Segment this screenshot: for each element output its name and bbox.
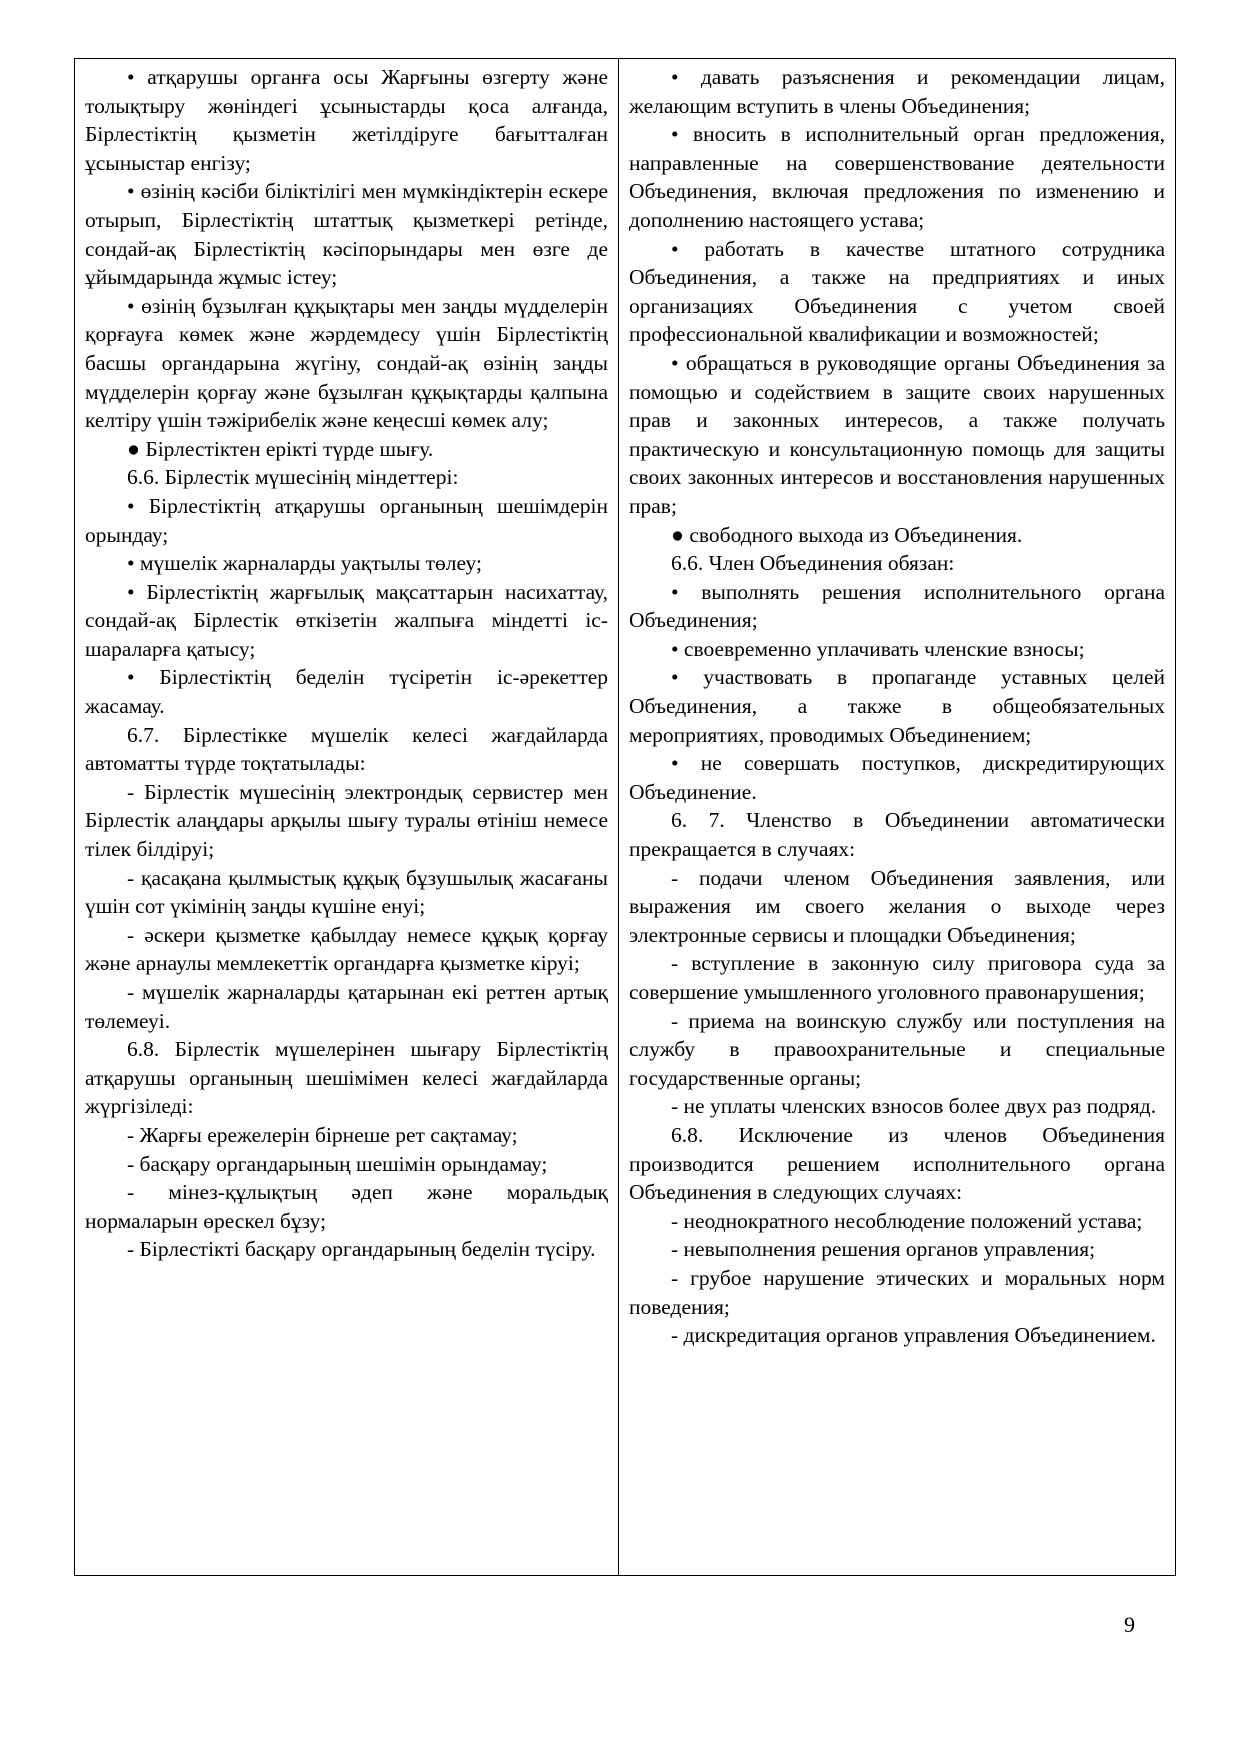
ru-paragraph: - грубое нарушение этических и моральных норм поведения; xyxy=(629,1265,1165,1319)
kz-paragraph: - мүшелік жарналарды қатарынан екі реттен артық төлемеуі. xyxy=(85,980,608,1033)
russian-column xyxy=(619,59,1175,1575)
ru-paragraph: 6.8. Исключение из членов Объединения производится решением исполнительного органа Объединения в следующих случаях: xyxy=(629,1122,1165,1205)
kz-paragraph: • Бірлестіктің беделін түсіретін іс-әрекеттер жасамау. xyxy=(85,665,608,719)
kz-paragraph: 6.6. Бірлестік мүшесінің міндеттері: xyxy=(127,465,459,490)
kz-paragraph: - Бірлестік мүшесінің электрондық сервистер мен Бірлестік алаңдары арқылы шығу туралы өтініш немесе тілек білдіруі; xyxy=(85,779,608,862)
ru-paragraph: • выполнять решения исполнительного органа Объединения; xyxy=(629,579,1165,633)
ru-paragraph: - не уплаты членских взносов более двух раз подряд. xyxy=(671,1094,1157,1119)
kz-paragraph: • Бірлестіктің атқарушы органының шешімдерін орындау; xyxy=(85,493,608,547)
kazakh-column xyxy=(75,59,619,1575)
ru-paragraph: 6.6. Член Объединения обязан: xyxy=(671,551,955,576)
kz-paragraph: - қасақана қылмыстық құқық бұзушылық жасағаны үшін сот үкімінің заңды күшіне енуі; xyxy=(85,865,608,919)
kz-paragraph: - Бірлестікті басқару органдарының беделін түсіру. xyxy=(127,1237,596,1262)
ru-paragraph: - подачи членом Объединения заявления, или выражения им своего желания о выходе через электронные сервисы и площадки Объединения; xyxy=(629,865,1165,947)
ru-paragraph: • давать разъяснения и рекомендации лицам, желающим вступить в члены Объединения; xyxy=(629,65,1165,118)
kz-paragraph: ● Бірлестіктен ерікті түрде шығу. xyxy=(127,436,434,461)
ru-paragraph: 6. 7. Членство в Объединении автоматически прекращается в случаях: xyxy=(629,808,1165,862)
kz-paragraph: - Жарғы ережелерін бірнеше рет сақтамау; xyxy=(127,1122,518,1147)
kz-paragraph: • өзінің бұзылған құқықтары мен заңды мүдделерін қорғауға көмек және жәрдемдесу үшін Бірлестіктің басшы органдарына жүгіну, сондай-ақ өзінің заңды мүдделерін қорғау және бұзылған құқықтарды қалпына келтіру үшін тәжірибелік және кеңесші көмек алу; xyxy=(85,293,608,433)
ru-paragraph: • не совершать поступков, дискредитирующих Объединение. xyxy=(629,751,1165,804)
ru-paragraph: - приема на воинскую службу или поступления на службу в правоохранительные и специальные государственные органы; xyxy=(629,1008,1165,1090)
ru-paragraph: ● свободного выхода из Объединения. xyxy=(671,522,1023,547)
kz-paragraph: • атқарушы органға осы Жарғыны өзгерту және толықтыру жөніндегі ұсыныстарды қоса алғанда, Бірлестіктің қызметін жетілдіруге бағытталған ұсыныстар енгізу; xyxy=(85,65,608,175)
bilingual-table xyxy=(74,58,1176,1576)
kz-paragraph: • мүшелік жарналарды уақтылы төлеу; xyxy=(127,551,482,576)
kz-paragraph: - әскери қызметке қабылдау немесе құқық қорғау және арнаулы мемлекеттік органдарға қызметке кіруі; xyxy=(85,922,608,976)
page-number: 9 xyxy=(1124,1612,1135,1637)
ru-paragraph: • участвовать в пропаганде уставных целей Объединения, а также в общеобязательных мероприятиях, проводимых Объединением; xyxy=(629,665,1165,747)
ru-paragraph: • вносить в исполнительный орган предложения, направленные на совершенствование деятельности Объединения, включая предложения по изменению и дополнению настоящего устава; xyxy=(629,122,1165,232)
ru-paragraph: - неоднократного несоблюдение положений устава; xyxy=(671,1208,1143,1233)
kz-paragraph: • өзінің кәсіби біліктілігі мен мүмкіндіктерін ескере отырып, Бірлестіктің штаттық қызметкері ретінде, сондай-ақ Бірлестіктің кәсіпорындары мен өзге де ұйымдарында жұмыс істеу; xyxy=(85,179,608,290)
ru-paragraph: • обращаться в руководящие органы Объединения за помощью и содействием в защите своих нарушенных прав и законных интересов, а также получать практическую и консультационную помощь для защиты своих законных интересов и восстановления нарушенных прав; xyxy=(629,350,1165,518)
kz-paragraph: 6.7. Бірлестікке мүшелік келесі жағдайларда автоматты түрде тоқтатылады: xyxy=(85,722,608,776)
ru-paragraph: - невыполнения решения органов управления; xyxy=(671,1237,1096,1262)
ru-paragraph: - вступление в законную силу приговора суда за совершение умышленного уголовного правонарушения; xyxy=(629,951,1165,1004)
kz-paragraph: • Бірлестіктің жарғылық мақсаттарын насихаттау, сондай-ақ Бірлестік өткізетін жалпыға міндетті іс-шараларға қатысу; xyxy=(85,579,608,661)
kz-paragraph: - басқару органдарының шешімін орындамау; xyxy=(127,1151,548,1176)
kz-paragraph: - мінез-құлықтың әдеп және моральдық нормаларын өрескел бұзу; xyxy=(85,1180,608,1233)
kz-paragraph: 6.8. Бірлестік мүшелерінен шығару Бірлестіктің атқарушы органының шешімімен келесі жағдайларда жүргізіледі: xyxy=(85,1037,608,1119)
ru-paragraph: • своевременно уплачивать членские взносы; xyxy=(671,636,1085,661)
ru-paragraph: - дискредитация органов управления Объединением. xyxy=(671,1323,1156,1348)
ru-paragraph: • работать в качестве штатного сотрудника Объединения, а также на предприятиях и иных организациях Объединения с учетом своей профессиональной квалификации и возможностей; xyxy=(629,236,1165,347)
